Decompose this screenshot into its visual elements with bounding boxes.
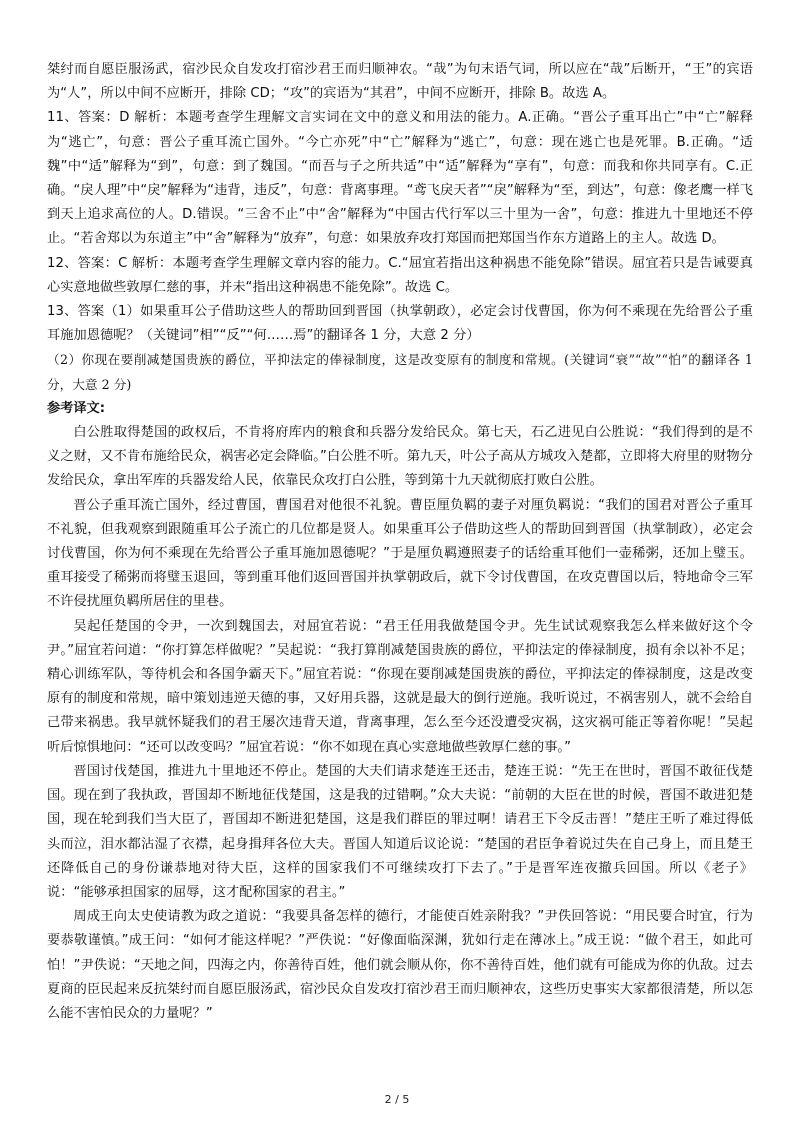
answer-12: 12、答案：C 解析：本题考查学生理解文章内容的能力。C.“屈宜若指出这种祸患不能免除”错误。屈宜若只是告诫要真心实意地做些敦厚仁慈的事，并未“指出这种祸患不能免除”。故选 C。 bbox=[47, 255, 753, 295]
translation-paragraph: 白公胜取得楚国的政权后，不肯将府库内的粮食和兵器分发给民众。第七天，石乙进见白公胜说：“我们得到的是不义之财，又不肯布施给民众，祸害必定会降临。”白公胜不听。第九天，叶公子高从方城攻入楚都，立即将大府里的财物分发给民众，拿出军库的兵器发给人民，依靠民众攻打白公胜，等到第十九天就彻底打败白公胜。 bbox=[47, 425, 753, 489]
answer-10-continuation: 桀纣而自愿臣服汤武，宿沙民众自发攻打宿沙君王而归顺神农。“哉”为句末语气词，所以应在“哉”后断开，“王”的宾语为“人”，所以中间不应断开，排除 CD；“攻”的宾语为“其君”，中间不应断开，排除 B。故选 A。 bbox=[47, 62, 753, 102]
answer-11: 11、答案：D 解析：本题考查学生理解文言实词在文中的意义和用法的能力。A.正确。“晋公子重耳出亡”中“亡”解释为“逃亡”，句意：晋公子重耳流亡国外。“今亡亦死”中“亡”解释为“逃亡”，句意：现在逃亡也是死罪。B.正确。“适魏”中“适”解释为“到”，句意：到了魏国。“而吾与子之所共适”中“适”解释为“享有”，句意：而我和你共同享有。C.正确。“戾人理”中“戾”解释为“违背，违反”，句意：背离事理。“鸢飞戾天者”“戾”解释为“至，到达”，句意：像老鹰一样飞到天上追求高位的人。D.错误。“三舍不止”中“舍”解释为“中国古代行军以三十里为一舍”，句意：推进九十里地还不停止。“若舍郑以为东道主”中“舍”解释为“放弃”，句意：如果放弃攻打郑国而把郑国当作东方道路上的主人。故选 D。 bbox=[47, 110, 753, 247]
translation-paragraph: 晋国讨伐楚国，推进九十里地还不停止。楚国的大夫们请求楚连王还击，楚连王说：“先王在世时，晋国不敢征伐楚国。现在到了我执政，晋国却不断地征伐楚国，这是我的过错啊。”众大夫说：“前朝的大臣在世的时候，晋国不敢进犯楚国，现在轮到我们当大臣了，晋国却不断进犯楚国，这是我们群臣的罪过啊！请君王下令反击晋！”楚庄王听了难过得低头而泣，泪水都沾湿了衣襟，起身揖拜各位大夫。晋国人知道后议论说：“楚国的君臣争着说过失在自己身上，而且楚王还降低自己的身份谦恭地对待大臣，这样的国家我们不可继续攻打下去了。”于是晋军连夜撤兵回国。所以《老子》说：“能够承担国家的屈辱，这才配称国家的君主。” bbox=[47, 763, 753, 900]
translation-heading: 参考译文: bbox=[47, 400, 106, 416]
translation-paragraph: 吴起任楚国的令尹，一次到魏国去，对屈宜若说：“君王任用我做楚国令尹。先生试试观察我怎么样来做好这个令尹。”屈宜若问道：“你打算怎样做呢？”吴起说：“我打算削减楚国贵族的爵位，平抑法定的俸禄制度，损有余以补不足；精心训练军队，等待机会和各国争霸天下。”屈宜若说：“你现在要削减楚国贵族的爵位，平抑法定的俸禄制度，这是改变原有的制度和常规，暗中策划违逆天德的事，又好用兵器，这就是最大的倒行逆施。我听说过，不祸害别人，就不会给自己带来祸患。我早就怀疑我们的君王屡次违背天道，背离事理，怎么至今还没遭受灾祸，这灾祸可能正等着你呢！”吴起听后惊惧地问：“还可以改变吗？”屈宜若说：“你不如现在真心实意地做些敦厚仁慈的事。” bbox=[47, 618, 753, 755]
translation-paragraph: 晋公子重耳流亡国外，经过曹国，曹国君对他很不礼貌。曹臣厘负羁的妻子对厘负羁说：“我们的国君对晋公子重耳不礼貌，但我观察到跟随重耳公子流亡的几位都是贤人。如果重耳公子借助这些人的帮助回到晋国（执掌制政），必定会讨伐曹国，你为何不乘现在先给晋公子重耳施加恩德呢？”于是厘负羁遵照妻子的话给重耳他们一壶稀粥，还加上璧玉。重耳接受了稀粥而将璧玉退回，等到重耳他们返回晋国并执掌朝政后，就下令讨伐曹国，在攻克曹国以后，特地命令三军不许侵扰厘负羁所居住的里巷。 bbox=[47, 497, 753, 610]
translation-paragraph: 周成王向太史使请教为政之道说：“我要具备怎样的德行，才能使百姓亲附我？”尹佚回答说：“用民要合时宜，行为要恭敬谨慎。”成王问：“如何才能这样呢？”严佚说：“好像面临深渊，犹如行走在薄冰上。”成王说：“做个君王，如此可怕！”尹佚说：“天地之间，四海之内，你善待百姓，他们就会顺从你，你不善待百姓，他们就有可能成为你的仇敌。过去夏商的臣民起来反抗桀纣而自愿臣服汤武，宿沙民众自发攻打宿沙君王而归顺神农，这些历史事实大家都很清楚，所以怎么能不害怕民众的力量呢？” bbox=[47, 909, 753, 1021]
document-body bbox=[47, 58, 753, 1026]
answer-13-part-2: （2）你现在要削减楚国贵族的爵位，平抑法定的俸禄制度，这是改变原有的制度和常规。(关键词“衰”“故”“怕”的翻译各 1 分，大意 2 分) bbox=[47, 352, 753, 392]
answer-13-part-1: 13、答案（1）如果重耳公子借助这些人的帮助回到晋国（执掌朝政），必定会讨伐曹国，你为何不乘现在先给晋公子重耳施加恩德呢？（关键词”相”“反”“何……焉”的翻译各 1 分，大意 2 分） bbox=[47, 304, 753, 344]
page-number: 2 / 5 bbox=[384, 1093, 410, 1106]
